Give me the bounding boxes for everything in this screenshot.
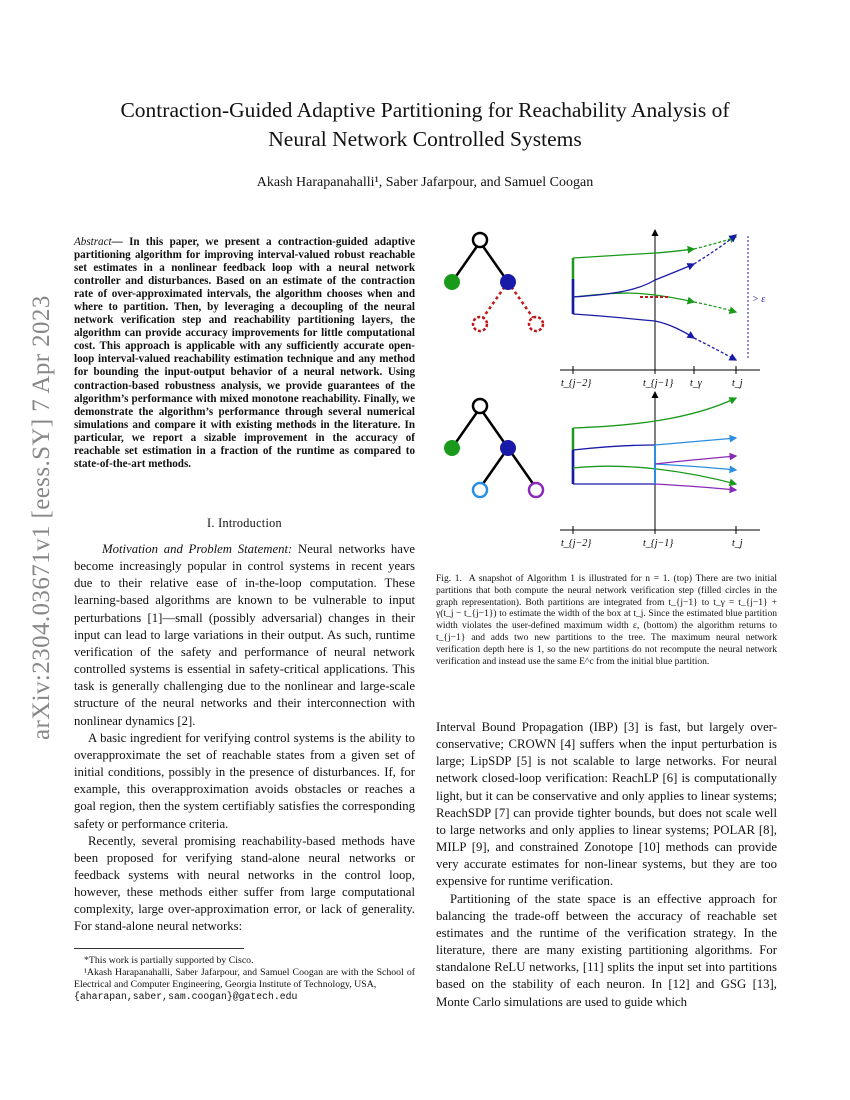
blue-partition-node [500,274,516,290]
footnote: ¹Akash Harapanahalli, Saber Jafarpour, and Samuel Coogan are with the School of Electrical and Computer Engineering, Georgia Institute of Technology, USA, [74,966,415,990]
axis-tick-label: t_{j−1} [643,538,674,549]
author-list: Akash Harapanahalli¹, Saber Jafarpour, and Samuel Coogan [256,175,594,190]
axis-tick-label: t_{j−1} [643,378,674,389]
paragraph: Motivation and Problem Statement: Neural networks have become increasingly popular in control systems in recent years due to their relative ease of in-the-loop computation. These learning-based algorithms are known to be vulnerable to input perturbations [1]—small (possibly adversarial) changes in their input can lead to large variations in their output. As such, runtime verification of the safety and performance of neural network controlled systems is essential in safety-critical applications. This task is generally challenging due to the nonlinear and large-scale structure of the neural networks and their interconnection with nonlinear dynamics [2]. [74,542,415,728]
footnote-emails: {aharapan,saber,sam.coogan}@gatech.edu [74,990,298,1002]
candidate-node [473,317,487,331]
paragraph-run-in-label: Motivation and Problem Statement: [102,542,293,556]
candidate-node [529,317,543,331]
left-body [74,541,415,936]
bottom-partition-tree [444,399,543,497]
abstract-text: — In this paper, we present a contraction-guided adaptive partitioning algorithm for improving interval-valued robust reachable set estimates in a nonlinear feedback loop with a neural network controller and disturbances. Based on an estimate of the contraction rate of over-approximated intervals, the algorithm chooses when and where to partition. Then, by leveraging a decoupling of the neural network verification step and reachability partitioning layers, the algorithm can provide accuracy improvements for little computational cost. This approach is applicable with any sufficiently accurate open-loop interval-valued reachability estimation technique and any method for bounding the input-output behavior of a neural network. Using contraction-based robustness analysis, we provide guarantees of the algorithm’s performance with mixed monotone reachability. Finally, we demonstrate the algorithm’s performance through several numerical simulations and compare it with existing methods in the literature. In particular, we report a sizable improvement in the accuracy of reachable set estimation in a fraction of the runtime as compared to state-of-the-art methods. [74,236,415,470]
bottom-reachability-plot [560,392,760,549]
caption-label: Fig. 1. [436,573,462,584]
right-body [436,719,777,1011]
purple-partition-node [529,483,543,497]
figure-1 [430,222,780,562]
axis-tick-label: t_{j−2} [561,538,592,549]
paragraph: Partitioning of the state space is an effective approach for balancing the trade-off between the accuracy of reachable set estimates and the runtime of the verification strategy. In the literature, there are many existing partitioning algorithms. For standalone ReLU networks, [11] splits the input set into partitions based on the stability of each neuron. In [12] and GSG [13], Monte Carlo simulations are used to guide which [436,891,777,1009]
footnote-rule [74,948,244,949]
figure-caption [436,573,777,667]
green-partition-node [444,274,460,290]
paragraph: Recently, several promising reachability-based methods have been proposed for verifying stand-alone neural networks or feedback systems with neural networks in the control loop, however, these methods either suffer from large computational complexity, large over-approximation error, or lack of generality. For stand-alone neural networks: [74,833,415,934]
abstract-label: Abstract [74,236,112,248]
epsilon-label: > ε [752,294,766,305]
root-node [473,233,487,247]
section-heading: I. Introduction [207,516,282,530]
light-blue-partition-node [473,483,487,497]
paper-title [60,96,790,154]
top-reachability-plot [560,230,765,389]
root-node [473,399,487,413]
paragraph: A basic ingredient for verifying control systems is the ability to overapproximate the set of reachable states from a given set of initial conditions, possibly in the presence of disturbances. If, for example, this overapproximation avoids obstacles or reaches a goal region, then the system certifiably satisfies the corresponding safety or performance criteria. [74,730,415,831]
footnote: *This work is partially supported by Cisco. [84,955,254,966]
abstract [74,236,415,471]
axis-tick-label: t_γ [690,378,702,389]
title-line-1: Contraction-Guided Adaptive Partitioning for Reachability Analysis of [120,98,730,122]
top-partition-tree [444,233,543,331]
paragraph: Interval Bound Propagation (IBP) [3] is fast, but largely over-conservative; CROWN [4] suffers when the input perturbation is large; LipSDP [5] is not scalable to large networks. For neural network closed-loop verification: ReachLP [6] is computationally light, but it can be conservative and only applies to linear systems; ReachSDP [7] can provide tighter bounds, but does not scale well to large networks and only applies to linear systems; POLAR [8], MILP [9], and constrained Zonotope [10] methods can provide very accurate estimates for non-linear systems, but they are too expensive for runtime verification. [436,720,777,889]
axis-tick-label: t_{j−2} [561,378,592,389]
arxiv-sidebar-id: arXiv:2304.03671v1 [eess.SY] 7 Apr 2023 [28,295,55,740]
green-partition-node [444,440,460,456]
caption-text: A snapshot of Algorithm 1 is illustrated for n = 1. (top) There are two initial partitions that both compute the neural network verification step (filled circles in the graph representation). Both partitions are integrated from t_{j−1} to t_γ = t_{j−1} + γ(t_j − t_{j−1}) to estimate the width of the box at t_j. Since the estimated blue partition width violates the user-defined maximum width ε, (bottom) the algorithm returns to t_{j−1} and adds two new partitions to the tree. The maximum neural network verification depth here is 1, so the new partitions do not recompute the neural network verification and instead use the same E^c from the initial blue partition. [436,573,778,667]
title-line-2: Neural Network Controlled Systems [268,127,582,151]
blue-partition-node [500,440,516,456]
axis-tick-label: t_j [732,538,743,549]
axis-tick-label: t_j [732,378,743,389]
footnotes [74,955,415,1003]
